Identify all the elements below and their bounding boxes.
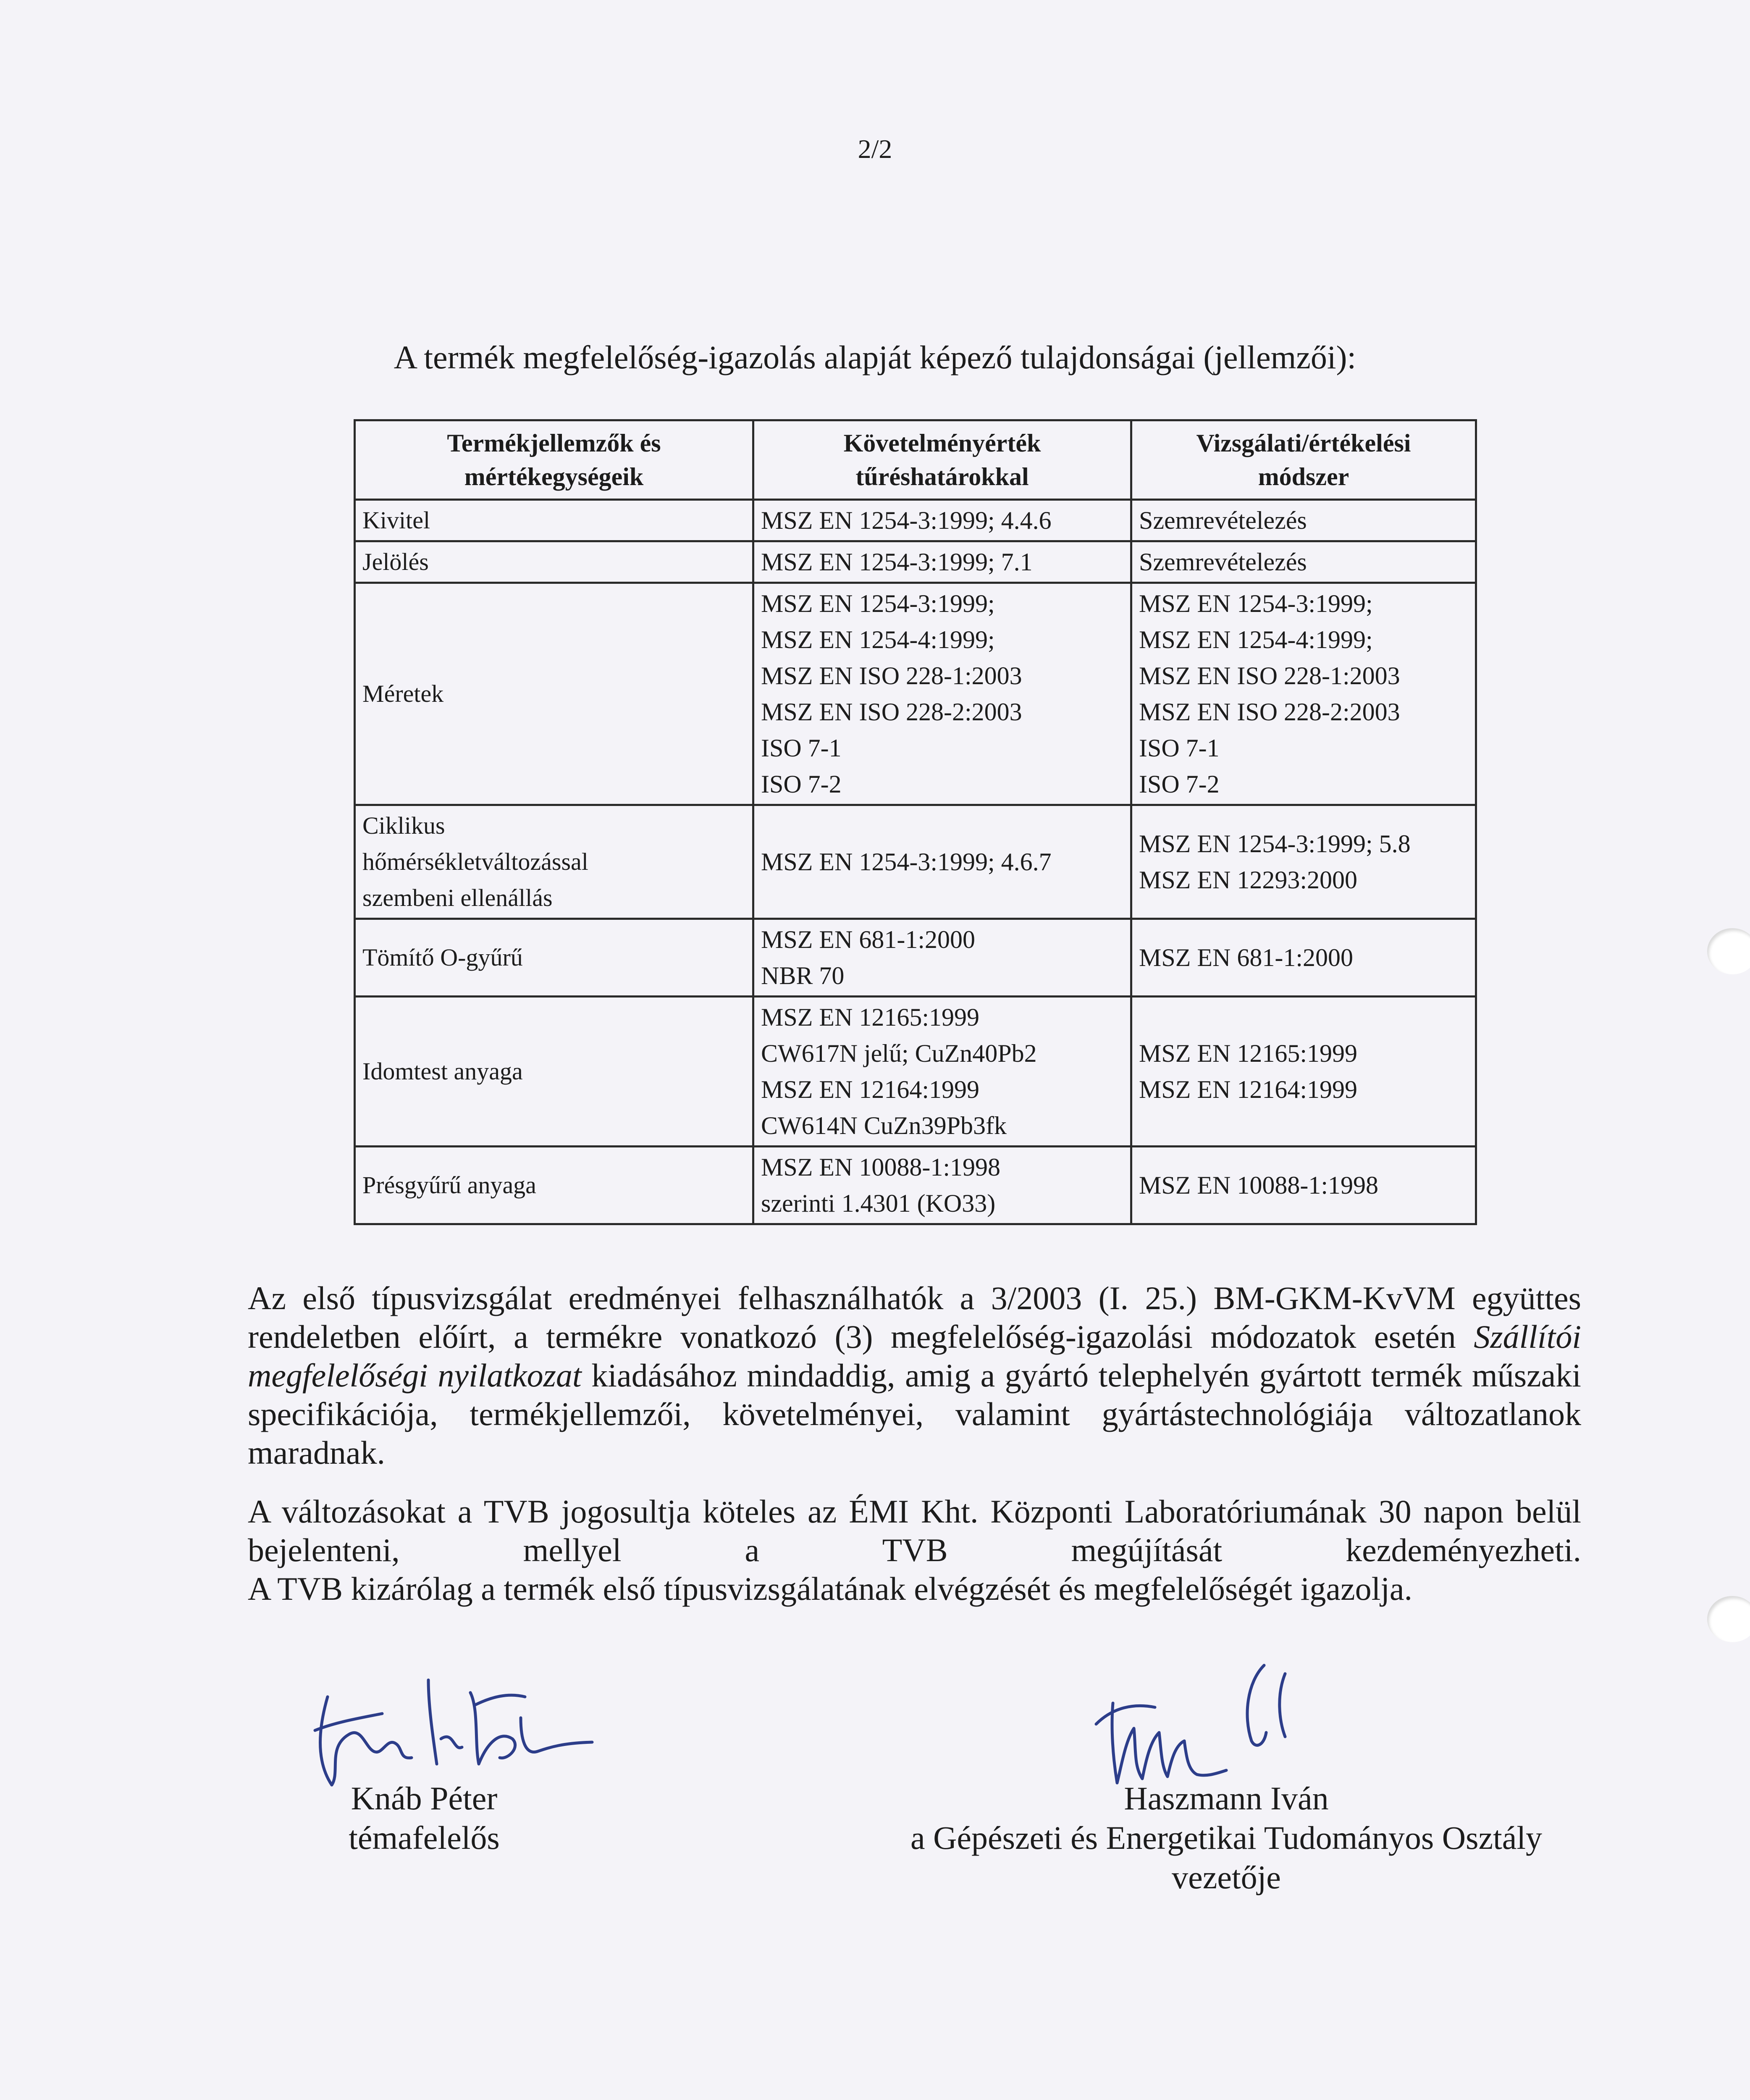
- cell-property: Idomtest anyaga: [355, 997, 753, 1147]
- section-heading: A termék megfelelőség-igazolás alapját képező tulajdonságai (jellemzői):: [394, 339, 1356, 375]
- table-row: [355, 541, 1476, 583]
- cell-method: MSZ EN 1254-3:1999; 5.8 MSZ EN 12293:2000: [1131, 805, 1476, 919]
- cell-requirement: MSZ EN 1254-3:1999; MSZ EN 1254-4:1999; MSZ EN ISO 228-1:2003 MSZ EN ISO 228-2:2003 ISO 7-1 ISO 7-2: [753, 583, 1131, 805]
- cell-property: Kivitel: [355, 500, 753, 541]
- signatory-name: Haszmann Iván: [1124, 1780, 1329, 1816]
- italic-term: Szállítói megfelelőségi nyilatkozat: [248, 1318, 1581, 1394]
- cell-requirement: MSZ EN 1254-3:1999; 4.6.7: [753, 805, 1131, 919]
- cell-requirement: MSZ EN 681-1:2000 NBR 70: [753, 919, 1131, 997]
- cell-requirement: MSZ EN 12165:1999 CW617N jelű; CuZn40Pb2 MSZ EN 12164:1999 CW614N CuZn39Pb3fk: [753, 997, 1131, 1147]
- cell-requirement: MSZ EN 1254-3:1999; 7.1: [753, 541, 1131, 583]
- cell-requirement: MSZ EN 1254-3:1999; 4.4.6: [753, 500, 1131, 541]
- table-row: [355, 805, 1476, 919]
- signatory-title-cont: vezetője: [1172, 1859, 1281, 1895]
- header-requirement: Követelményérték tűréshatárokkal: [753, 420, 1131, 500]
- cell-method: Szemrevételezés: [1131, 541, 1476, 583]
- signature-knab: [302, 1667, 605, 1793]
- signature-haszmann: [1088, 1657, 1323, 1796]
- properties-table: [354, 419, 1477, 1225]
- cell-method: MSZ EN 12165:1999 MSZ EN 12164:1999: [1131, 997, 1476, 1147]
- signatory-haszmann: [874, 1779, 1579, 1897]
- punch-hole: [1707, 928, 1750, 974]
- cell-method: Szemrevételezés: [1131, 500, 1476, 541]
- signatory-name: Knáb Péter: [351, 1780, 498, 1816]
- changes-paragraph: A változásokat a TVB jogosultja köteles az ÉMI Kht. Központi Laboratóriumának 30 napon belül bejelenteni, mellyel a TVB megújítását kezdeményezheti.: [248, 1493, 1581, 1568]
- cell-requirement: MSZ EN 10088-1:1998 szerinti 1.4301 (KO33): [753, 1147, 1131, 1224]
- page-number: 2/2: [858, 134, 892, 164]
- signatory-title: témafelelős: [349, 1819, 500, 1856]
- table-row: [355, 919, 1476, 997]
- scope-paragraph: A TVB kizárólag a termék első típusvizsgálatának elvégzését és megfelelőségét igazolja.: [248, 1570, 1413, 1607]
- header-method: Vizsgálati/értékelési módszer: [1131, 420, 1476, 500]
- punch-hole: [1707, 1596, 1750, 1642]
- table-row: [355, 583, 1476, 805]
- table-row: [355, 997, 1476, 1147]
- cell-property: Présgyűrű anyaga: [355, 1147, 753, 1224]
- cell-method: MSZ EN 681-1:2000: [1131, 919, 1476, 997]
- cell-method: MSZ EN 1254-3:1999; MSZ EN 1254-4:1999; MSZ EN ISO 228-1:2003 MSZ EN ISO 228-2:2003 ISO 7-1 ISO 7-2: [1131, 583, 1476, 805]
- table-header-row: [355, 420, 1476, 500]
- signatory-title: a Gépészeti és Energetikai Tudományos Osztály: [910, 1819, 1543, 1856]
- table-row: [355, 500, 1476, 541]
- cell-property: Tömítő O-gyűrű: [355, 919, 753, 997]
- cell-property: Ciklikus hőmérsékletváltozással szembeni ellenállás: [355, 805, 753, 919]
- cell-property: Jelölés: [355, 541, 753, 583]
- validity-paragraph: Az első típusvizsgálat eredményei felhasználhatók a 3/2003 (I. 25.) BM-GKM-KvVM együttes rendeletben előírt, a termékre vonatkozó (3) megfelelőség-igazolási módozatok esetén Szállítói megfelelőségi nyilatkozat kiadásához mindaddig, amig a gyártó telephelyén gyártott termék műszaki specifikációja, termékjellemzői, követelményei, valamint gyártástechnológiája változatlanok maradnak.: [248, 1280, 1581, 1471]
- cell-property: Méretek: [355, 583, 753, 805]
- signatory-knab: [319, 1779, 529, 1858]
- header-property: Termékjellemzők és mértékegységeik: [355, 420, 753, 500]
- cell-method: MSZ EN 10088-1:1998: [1131, 1147, 1476, 1224]
- table-row: [355, 1147, 1476, 1224]
